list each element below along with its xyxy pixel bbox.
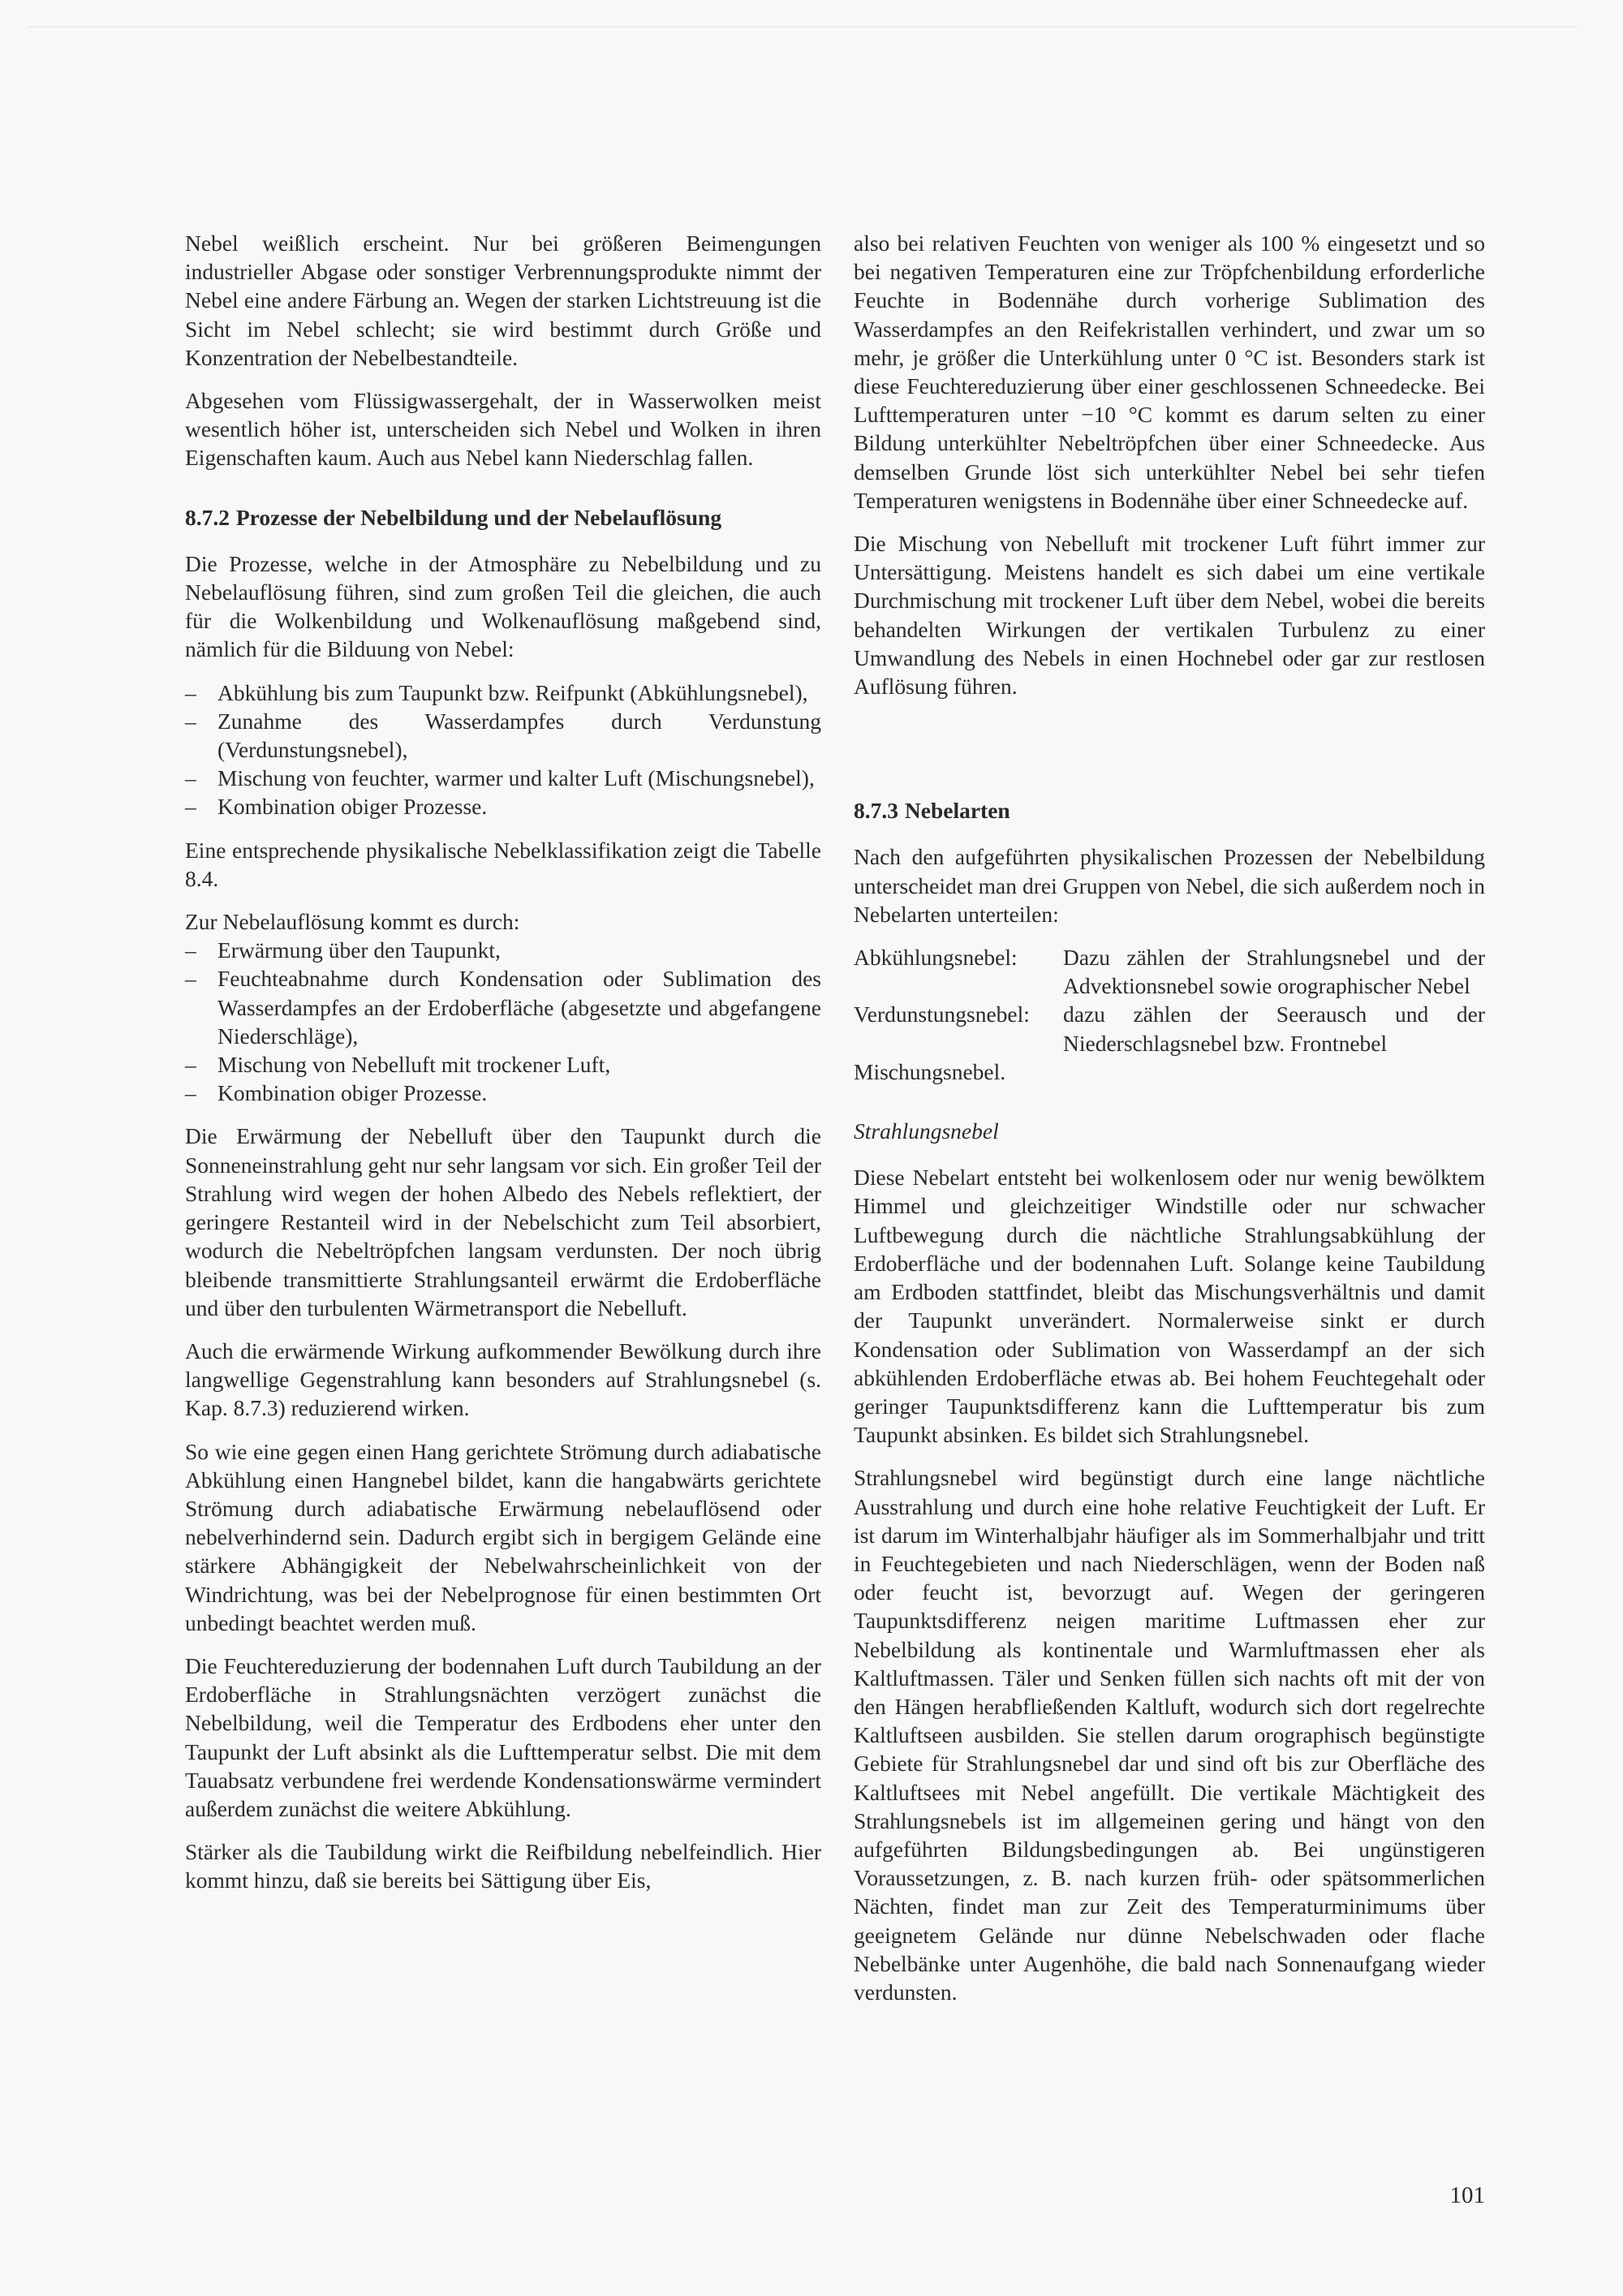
definition-description: dazu zählen der Seerausch und der Niederschlagsnebel bzw. Frontnebel (1063, 1002, 1485, 1056)
section-number: 8.7.3 (854, 798, 898, 824)
list-item: – Feuchteabnahme durch Kondensation oder Sublimation des Wasserdampfes an der Erdoberfläche (abgesetzte und abgefangene Niederschläge), (185, 964, 821, 1050)
top-edge-rule (28, 26, 1578, 28)
paragraph: Die Mischung von Nebelluft mit trockener Luft führt immer zur Untersättigung. Meistens handelt es sich dabei um eine vertikale Durchmischung mit trockener Luft über dem Nebel, wobei die bereits behandelten Wirkungen der vertikalen Turbulenz zu einer Umwandlung des Nebels in einen Hochnebel oder gar zur restlosen Auflösung führen. (854, 531, 1485, 700)
list-item: – Erwärmung über den Taupunkt, (185, 936, 821, 964)
paragraph: Abgesehen vom Flüssigwassergehalt, der in Wasserwolken meist wesentlich höher ist, unterscheiden sich Nebel und Wolken in ihren Eigenschaften kaum. Auch aus Nebel kann Niederschlag fallen. (185, 388, 821, 471)
list-item: – Mischung von feuchter, warmer und kalter Luft (Mischungsnebel), (185, 764, 821, 792)
definition-term: Abkühlungsnebel: (854, 945, 1018, 971)
paragraph: Die Feuchtereduzierung der bodennahen Luft durch Taubildung an der Erdoberfläche in Strahlungsnächten verzögert zunächst die Nebelbildung, weil die Temperatur des Erdbodens eher unter den Taupunkt der Luft absinkt als die Lufttemperatur selbst. Die mit dem Tauabsatz verbundene frei werdende Kondensationswärme vermindert außerdem zunächst die weitere Abkühlung. (185, 1652, 821, 1821)
subheading-strahlungsnebel: Strahlungsnebel (854, 1118, 999, 1144)
paragraph: Nebel weißlich erscheint. Nur bei größeren Beimengungen industrieller Abgase oder sonstiger Verbrennungsprodukte nimmt der Nebel eine andere Färbung an. Wegen der starken Lichtstreuung ist die Sicht im Nebel schlecht; sie wird bestimmt durch Größe und Konzentration der Nebelbestandteile. (185, 230, 821, 370)
list-item: – Abkühlung bis zum Taupunkt bzw. Reifpunkt (Abkühlungsnebel), (185, 678, 821, 707)
section-heading-8-7-3 (854, 796, 1485, 825)
dissipation-process-list (185, 936, 821, 1107)
paragraph: Die Erwärmung der Nebelluft über den Taupunkt durch die Sonneneinstrahlung geht nur sehr langsam vor sich. Ein großer Teil der Strahlung wird wegen der hohen Albedo des Nebels reflektiert, der geringere Restanteil wird in der Nebelschicht zum Teil absorbiert, wodurch die Nebeltröpfchen langsam verdunsten. Der noch übrig bleibende transmittierte Strahlungsanteil erwärmt die Erdoberfläche und über den turbulenten Wärmetransport die Nebelluft. (185, 1123, 821, 1320)
definition-row (854, 943, 1485, 1000)
paragraph: Nach den aufgeführten physikalischen Prozessen der Nebelbildung unterscheidet man drei Gruppen von Nebel, die sich außerdem noch in Nebelarten unterteilen: (854, 844, 1485, 927)
definition-row (854, 1000, 1485, 1057)
fog-group-definitions (854, 943, 1485, 1086)
left-column (185, 229, 821, 1910)
paragraph: Strahlungsnebel wird begünstigt durch eine lange nächtliche Ausstrahlung und durch eine hohe relative Feuchtigkeit der Luft. Er ist darum im Winterhalbjahr häufiger als im Sommerhalbjahr und tritt in Feuchtegebieten und nach Niederschlägen, wenn der Boden naß oder feucht ist, bevorzugt auf. Wegen der geringeren Taupunktsdifferenz neigen maritime Luftmassen eher zur Nebelbildung als kontinentale und Warmluftmassen eher als Kaltluftmassen. Täler und Senken füllen sich nachts oft mit der von den Hängen herabfließenden Kaltluft, wodurch sich dort regelrechte Kaltluftseen ausbilden. Sie stellen darum orographisch begünstigte Gebiete für Strahlungsnebel dar und sind oft bis zur Oberfläche des Kaltluftsees mit Nebel angefüllt. Die vertikale Mächtigkeit des Strahlungsnebels ist im allgemeinen gering und hängt von den aufgeführten Bildungsbedingungen ab. Bei ungünstigeren Voraussetzungen, z. B. nach kurzen früh- oder spätsommerlichen Nächten, findet man zur Zeit des Temperaturminimums über geeignetem Gelände nur dünne Nebelschwaden oder flache Nebelbänke unter Augenhöhe, die bald nach Sonnenaufgang wieder verdunsten. (854, 1465, 1485, 2005)
paragraph: Stärker als die Taubildung wirkt die Reifbildung nebelfeindlich. Hier kommt hinzu, daß sie bereits bei Sättigung über Eis, (185, 1839, 821, 1893)
definition-term: Mischungsnebel. (854, 1058, 1006, 1084)
paragraph: Auch die erwärmende Wirkung aufkommender Bewölkung durch ihre langwellige Gegenstrahlung kann besonders auf Strahlungsnebel (s. Kap. 8.7.3) reduzierend wirken. (185, 1338, 821, 1421)
definition-term: Verdunstungsnebel: (854, 1002, 1030, 1027)
paragraph: Die Prozesse, welche in der Atmosphäre zu Nebelbildung und zu Nebelauflösung führen, sind zum großen Teil die gleichen, die auch für die Wolkenbildung und Wolkenauflösung maßgebend sind, nämlich für die Bilduung von Nebel: (185, 550, 821, 662)
list-item: – Kombination obiger Prozesse. (185, 792, 821, 821)
list-item: – Mischung von Nebelluft mit trockener Luft, (185, 1050, 821, 1079)
paragraph: Zur Nebelauflösung kommt es durch: (185, 909, 520, 935)
definition-description (1063, 1058, 1485, 1086)
definition-description: Dazu zählen der Strahlungsnebel und der Advektionsnebel sowie orographischer Nebel (1063, 945, 1485, 999)
section-heading-8-7-2 (185, 503, 821, 532)
page-number: 101 (1449, 2182, 1485, 2208)
formation-process-list (185, 678, 821, 821)
paragraph: Eine entsprechende physikalische Nebelklassifikation zeigt die Tabelle 8.4. (185, 837, 821, 891)
list-item: – Zunahme des Wasserdampfes durch Verdunstung (Verdunstungsnebel), (185, 707, 821, 764)
section-title: Prozesse der Nebelbildung und der Nebelauflösung (235, 504, 722, 530)
definition-row (854, 1058, 1485, 1086)
paragraph: Diese Nebelart entsteht bei wolkenlosem oder nur wenig bewölktem Himmel und gleichzeitiger Windstille oder nur schwacher Luftbewegung durch die nächtliche Strahlungsabkühlung der Erdoberfläche und der bodennahen Luft. Solange keine Taubildung am Erdboden stattfindet, bleibt das Mischungsverhältnis und damit der Taupunkt unverändert. Normalerweise sinkt er durch Kondensation oder Sublimation von Wasserdampf an der sich abkühlenden Erdoberfläche etwas ab. Bei hohem Feuchtegehalt oder geringer Taupunktsdifferenz kann die Lufttemperatur bis zum Taupunkt absinken. Es bildet sich Strahlungsnebel. (854, 1165, 1485, 1448)
list-item: – Kombination obiger Prozesse. (185, 1079, 821, 1107)
paragraph: So wie eine gegen einen Hang gerichtete Strömung durch adiabatische Abkühlung einen Hangnebel bildet, kann die hangabwärts gerichtete Strömung durch adiabatische Erwärmung nebelauflösend oder nebelverhindernd sein. Dadurch ergibt sich in bergigem Gelände eine stärkere Abhängigkeit der Nebelwahrscheinlichkeit von der Windrichtung, was bei der Nebelprognose für einen bestimmten Ort unbedingt beachtet werden muß. (185, 1438, 821, 1635)
section-number: 8.7.2 (185, 504, 230, 530)
right-column (854, 229, 1485, 2021)
paragraph: also bei relativen Feuchten von weniger als 100 % eingesetzt und so bei negativen Temperaturen eine zur Tröpfchenbildung erforderliche Feuchte in Bodennähe durch vorherige Sublimation des Wasserdampfes an den Reifekristallen verhindert, und zwar um so mehr, je größer die Unterkühlung unter 0 °C ist. Besonders stark ist diese Feuchtereduzierung über einer geschlossenen Schneedecke. Bei Lufttemperaturen unter −10 °C kommt es darum selten zu einer Bildung unterkühlter Nebeltröpfchen über einer Schneedecke. Aus demselben Grunde löst sich unterkühlter Nebel bei sehr tiefen Temperaturen wenigstens in Bodennähe über einer Schneedecke auf. (854, 230, 1485, 513)
section-title: Nebelarten (904, 798, 1010, 824)
